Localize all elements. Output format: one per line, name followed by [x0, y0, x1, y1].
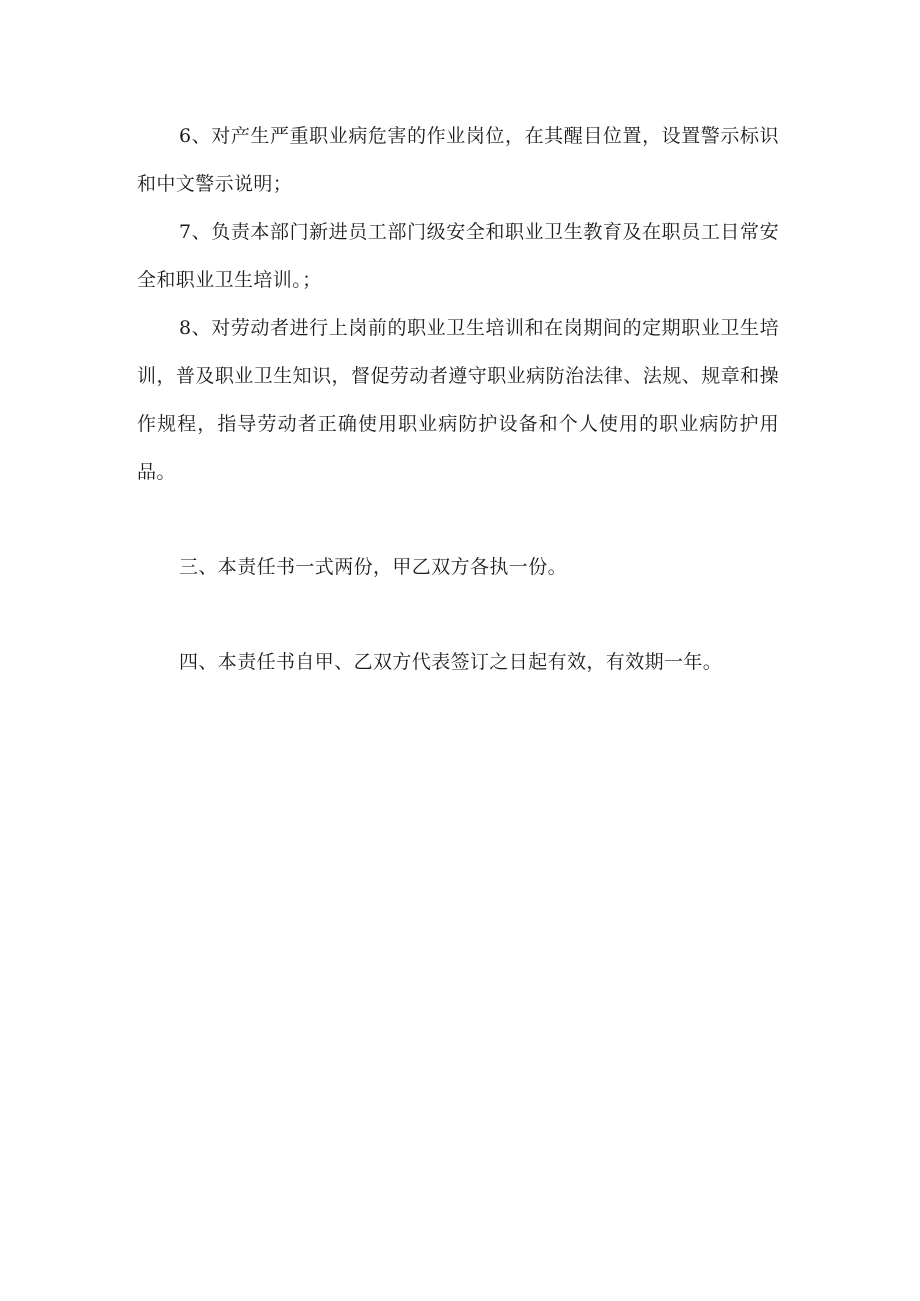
item-7-paragraph: 7、负责本部门新进员工部门级安全和职业卫生教育及在职员工日常安全和职业卫生培训。； [137, 221, 779, 291]
item-6-paragraph: 6、对产生严重职业病危害的作业岗位，在其醒目位置，设置警示标识和中文警示说明； [137, 125, 779, 195]
section-four-paragraph: 四、本责任书自甲、乙双方代表签订之日起有效，有效期一年。 [179, 651, 723, 673]
document-body [137, 112, 779, 686]
item-8-paragraph: 8、对劳动者进行上岗前的职业卫生培训和在岗期间的定期职业卫生培训，普及职业卫生知识，督促劳动者遵守职业病防治法律、法规、规章和操作规程，指导劳动者正确使用职业病防护设备和个人使用的职业病防护用品。 [137, 317, 779, 483]
section-three-paragraph: 三、本责任书一式两份，甲乙双方各执一份。 [179, 556, 568, 578]
